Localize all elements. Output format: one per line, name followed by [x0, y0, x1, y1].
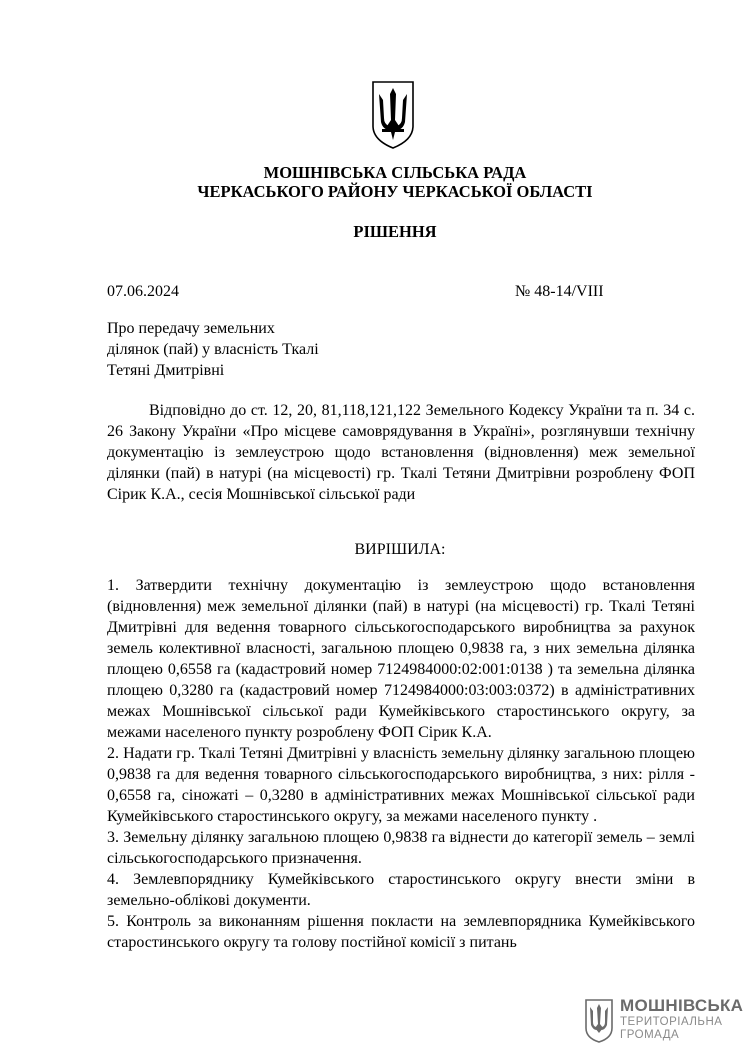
logo-subtitle-line: ГРОМАДА	[620, 1029, 680, 1041]
trident-icon	[370, 80, 416, 150]
decision-item: 4. Землевпоряднику Кумейківського старостинського округу внести зміни в земельно-облікові документи.	[107, 871, 695, 909]
decision-item: 1. Затвердити технічну документацію із землеустрою щодо встановлення (відновлення) меж земельної ділянки (пай) в натурі (на місцевості) гр. Ткалі Тетяні Дмитрівні для ведення товарного сільськогосподарського виробництва за рахунок земель колективної власності, загальною площею 0,9838 га, з них земельна ділянка площею 0,6558 га (кадастровий номер 7124984000:02:001:0138 ) та земельна ділянка площею 0,3280 га (кадастровий номер 7124984000:03:003:0372) в адміністративних межах Мошнівської сільської ради Кумейківського старостинського округу, за межами населеного пункту розроблену ФОП Сірик К.А.	[107, 577, 695, 741]
council-name: МОШНІВСЬКА СІЛЬСЬКА РАДА	[263, 163, 527, 182]
resolved-heading: ВИРІШИЛА:	[354, 541, 446, 558]
subject-line: ділянок (пай) у власність Ткалі	[107, 341, 319, 358]
decision-subject	[107, 318, 319, 381]
decision-item: 2. Надати гр. Ткалі Тетяні Дмитрівні у власність земельну ділянку загальною площею 0,9838 га для ведення товарного сільськогосподарського виробництва, з них: рілля - 0,6558 га, сіножаті – 0,3280 в адміністративних межах Мошнівської сільської ради Кумейківського старостинського округу, за межами населеного пункту .	[107, 745, 695, 825]
decision-number: № 48-14/VIII	[515, 283, 604, 300]
decision-date: 07.06.2024	[107, 283, 179, 300]
preamble-paragraph: Відповідно до ст. 12, 20, 81,118,121,122 Земельного Кодексу України та п. 34 с. 26 Закону України «Про місцеве самоврядування в Україні», розглянувши технічну документацію із землеустрою щодо встановлення (відновлення) меж земельної ділянки (пай) в натурі (на місцевості) гр. Ткалі Тетяни Дмитрівни розроблену ФОП Сірик К.А., сесія Мошнівської сільської ради	[107, 402, 695, 503]
district-name: ЧЕРКАСЬКОГО РАЙОНУ ЧЕРКАСЬКОЇ ОБЛАСТІ	[197, 182, 593, 201]
trident-logo-icon	[584, 998, 614, 1044]
decision-items	[107, 575, 695, 953]
community-logo	[584, 996, 744, 1048]
logo-name: МОШНІВСЬКА	[620, 996, 744, 1015]
decision-item: 3. Земельну ділянку загальною площею 0,9838 га віднести до категорії земель – землі сільськогосподарського призначення.	[107, 829, 695, 867]
decision-item: 5. Контроль за виконанням рішення покласти на землевпорядника Кумейківського старостинського округу та голову постійної комісії з питань	[107, 913, 695, 951]
logo-subtitle-line: ТЕРИТОРІАЛЬНА	[620, 1016, 723, 1028]
subject-line: Тетяні Дмитрівні	[107, 362, 225, 379]
document-title: РІШЕННЯ	[353, 222, 437, 241]
subject-line: Про передачу земельних	[107, 320, 275, 337]
logo-subtitle	[620, 1016, 722, 1042]
